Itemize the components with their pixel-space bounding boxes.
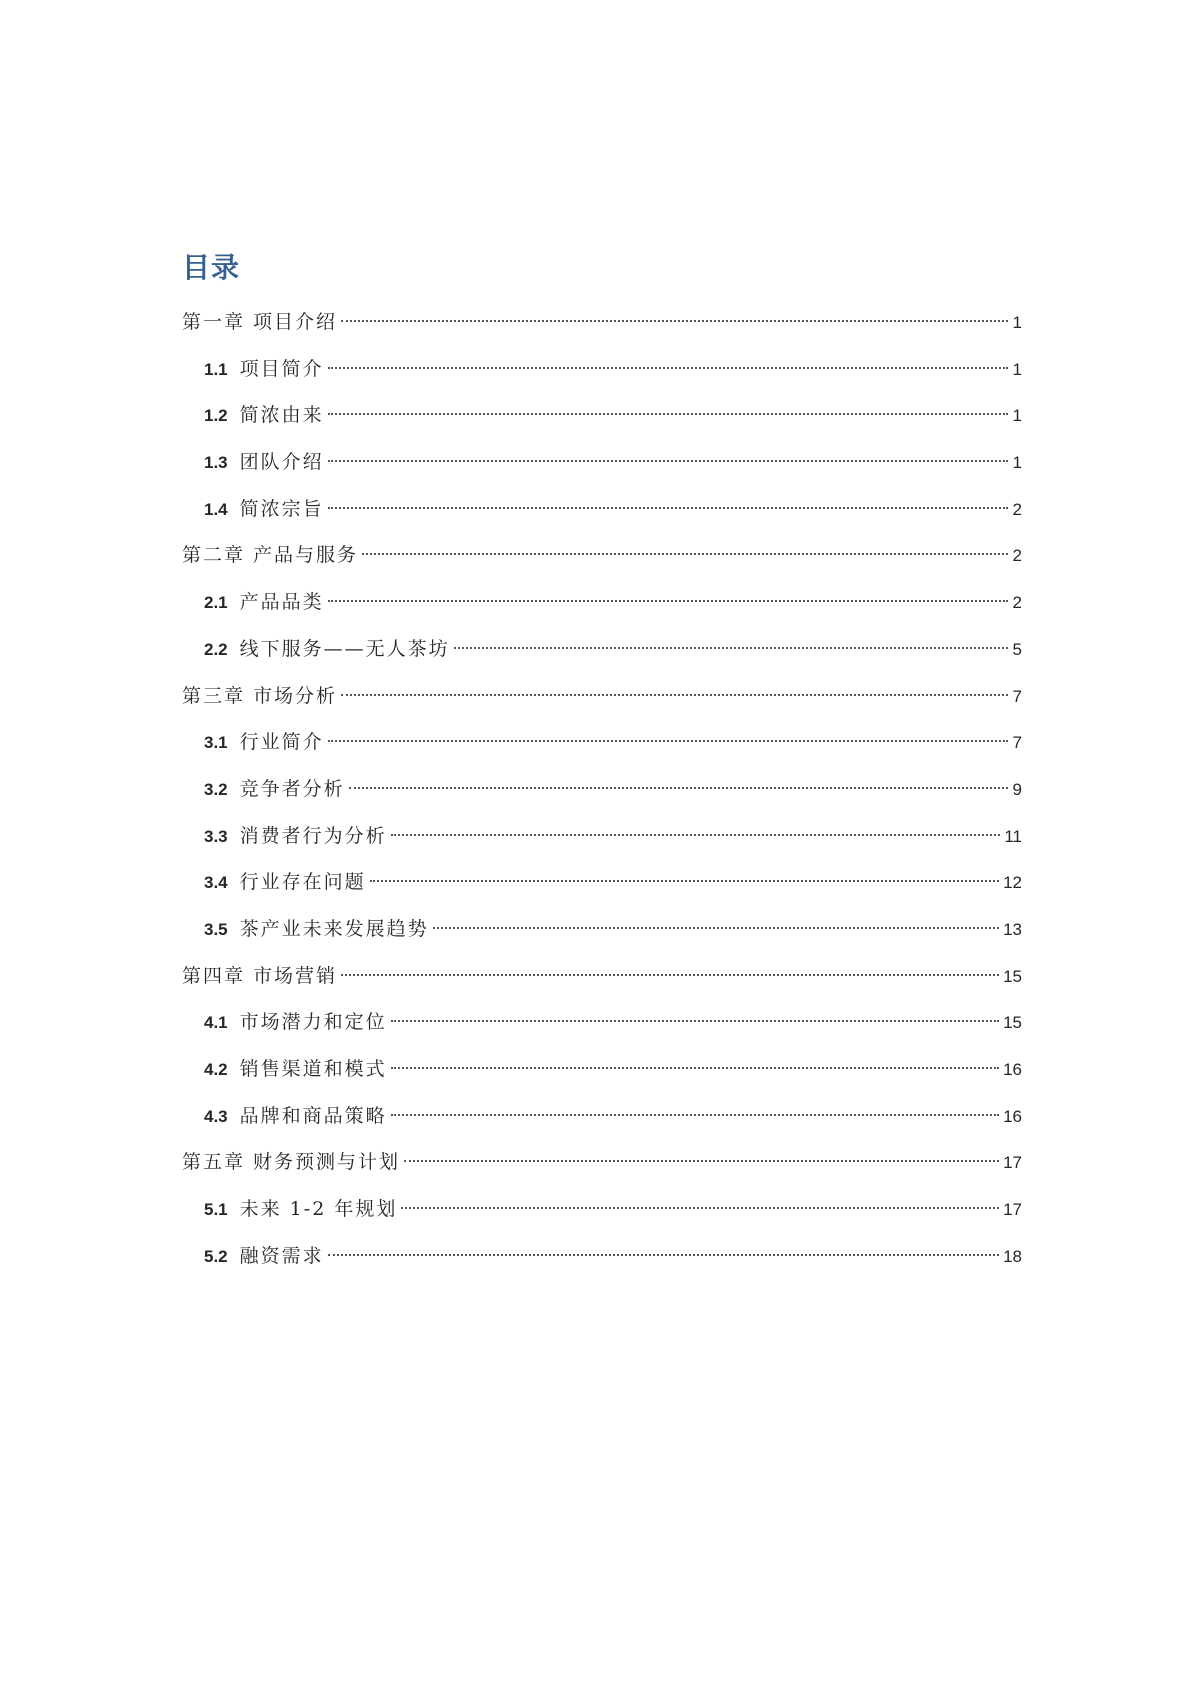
toc-section-number: 4.2 xyxy=(204,1060,228,1079)
toc-page-number: 16 xyxy=(1003,1106,1022,1126)
toc-entry-label: 第五章 财务预测与计划 xyxy=(182,1151,401,1174)
toc-section-number: 3.3 xyxy=(204,826,228,846)
toc-section-number: 3.2 xyxy=(204,779,228,799)
dot-leader xyxy=(433,927,999,929)
dot-leader xyxy=(404,1160,999,1162)
toc-entry-label: 第二章 产品与服务 xyxy=(182,544,359,567)
toc-section-number: 5.2 xyxy=(204,1246,228,1266)
dot-leader xyxy=(328,460,1008,462)
toc-page-number: 5 xyxy=(1012,639,1022,659)
toc-page-number: 1 xyxy=(1012,359,1022,379)
toc-entry-1-3[interactable] xyxy=(182,446,1022,493)
dot-leader xyxy=(341,694,1008,696)
toc-section-number: 2.1 xyxy=(204,593,228,613)
toc-page-number: 15 xyxy=(1003,1013,1022,1033)
toc-entry-label: 团队介绍 xyxy=(239,451,324,474)
toc-section-number: 1.1 xyxy=(204,359,228,379)
dot-leader xyxy=(328,1254,999,1256)
toc-page-number: 7 xyxy=(1012,733,1022,753)
table-of-contents xyxy=(182,306,1022,1286)
dot-leader xyxy=(391,1114,999,1116)
toc-section-number: 3.1 xyxy=(204,733,228,753)
dot-leader xyxy=(328,367,1008,369)
toc-entry-4-1[interactable] xyxy=(182,1006,1022,1053)
toc-section-number: 3.5 xyxy=(204,919,228,939)
toc-entry-3-2[interactable] xyxy=(182,773,1022,820)
toc-section-number: 1.4 xyxy=(204,499,228,519)
toc-entry-2-2[interactable] xyxy=(182,633,1022,680)
toc-entry-1-2[interactable] xyxy=(182,399,1022,446)
toc-entry-label: 简浓宗旨 xyxy=(239,497,324,520)
dot-leader xyxy=(454,647,1008,649)
toc-section-number: 4.1 xyxy=(204,1013,228,1033)
toc-entry-chapter-3[interactable] xyxy=(182,680,1022,727)
toc-entry-chapter-5[interactable] xyxy=(182,1146,1022,1193)
toc-entry-1-4[interactable] xyxy=(182,493,1022,540)
toc-entry-3-5[interactable] xyxy=(182,913,1022,960)
toc-entry-1-1[interactable] xyxy=(182,353,1022,400)
dot-leader xyxy=(401,1207,999,1209)
toc-entry-3-4[interactable] xyxy=(182,866,1022,913)
toc-page-number: 7 xyxy=(1012,686,1022,706)
toc-page-number: 17 xyxy=(1003,1200,1022,1220)
dot-leader xyxy=(391,1067,999,1069)
toc-page-number: 17 xyxy=(1003,1153,1022,1173)
toc-entry-label: 品牌和商品策略 xyxy=(239,1104,387,1127)
toc-entry-5-1[interactable] xyxy=(182,1193,1022,1240)
toc-page-number: 1 xyxy=(1012,406,1022,426)
toc-page-number: 13 xyxy=(1003,919,1022,939)
toc-entry-4-3[interactable] xyxy=(182,1100,1022,1147)
toc-section-number: 4.3 xyxy=(204,1106,228,1126)
toc-page-number: 11 xyxy=(1004,826,1022,846)
toc-entry-3-1[interactable] xyxy=(182,726,1022,773)
toc-entry-label: 未来 1-2 年规划 xyxy=(239,1198,398,1221)
dot-leader xyxy=(341,320,1008,322)
dot-leader xyxy=(328,507,1008,509)
toc-entry-4-2[interactable] xyxy=(182,1053,1022,1100)
toc-entry-label: 项目简介 xyxy=(239,357,324,380)
toc-entry-label: 茶产业未来发展趋势 xyxy=(239,917,429,940)
toc-page-number: 1 xyxy=(1012,453,1022,473)
toc-entry-label: 第四章 市场营销 xyxy=(182,964,338,987)
dot-leader xyxy=(328,413,1008,415)
dot-leader xyxy=(328,600,1008,602)
toc-page-number: 18 xyxy=(1003,1246,1022,1266)
dot-leader xyxy=(341,974,999,976)
toc-page-number: 15 xyxy=(1003,966,1022,986)
toc-page-number: 12 xyxy=(1003,873,1022,893)
toc-page-number: 2 xyxy=(1012,593,1022,613)
dot-leader xyxy=(328,740,1008,742)
toc-page-number: 9 xyxy=(1012,779,1022,799)
toc-section-number: 3.4 xyxy=(204,873,228,893)
toc-section-number: 2.2 xyxy=(204,639,228,659)
toc-entry-label: 销售渠道和模式 xyxy=(239,1058,387,1080)
toc-entry-chapter-1[interactable] xyxy=(182,306,1022,353)
toc-page-number: 2 xyxy=(1012,499,1022,519)
toc-entry-label: 行业存在问题 xyxy=(239,871,366,894)
toc-entry-label: 产品品类 xyxy=(239,591,324,614)
toc-title: 目录 xyxy=(182,251,241,284)
toc-entry-3-3[interactable] xyxy=(182,820,1022,867)
toc-entry-5-2[interactable] xyxy=(182,1240,1022,1287)
toc-section-number: 5.1 xyxy=(204,1200,228,1220)
toc-section-number: 1.3 xyxy=(204,453,228,473)
dot-leader xyxy=(362,553,1008,555)
toc-entry-label: 融资需求 xyxy=(239,1244,324,1267)
toc-page-number: 1 xyxy=(1012,313,1022,332)
dot-leader xyxy=(349,787,1008,789)
dot-leader xyxy=(370,880,999,882)
toc-section-number: 1.2 xyxy=(204,406,228,426)
toc-entry-label: 竞争者分析 xyxy=(239,777,345,800)
dot-leader xyxy=(391,834,1001,836)
toc-entry-label: 线下服务——无人茶坊 xyxy=(239,637,450,660)
toc-entry-chapter-4[interactable] xyxy=(182,960,1022,1007)
toc-entry-2-1[interactable] xyxy=(182,586,1022,633)
dot-leader xyxy=(391,1020,999,1022)
toc-page-number: 2 xyxy=(1012,546,1022,566)
toc-entry-label: 第一章 项目介绍 xyxy=(182,311,338,333)
toc-entry-chapter-2[interactable] xyxy=(182,539,1022,586)
toc-entry-label: 消费者行为分析 xyxy=(239,824,387,847)
toc-page-number: 16 xyxy=(1003,1060,1022,1079)
toc-entry-label: 市场潜力和定位 xyxy=(239,1011,387,1034)
toc-entry-label: 行业简介 xyxy=(239,731,324,754)
toc-entry-label: 简浓由来 xyxy=(239,404,324,427)
toc-entry-label: 第三章 市场分析 xyxy=(182,684,338,707)
